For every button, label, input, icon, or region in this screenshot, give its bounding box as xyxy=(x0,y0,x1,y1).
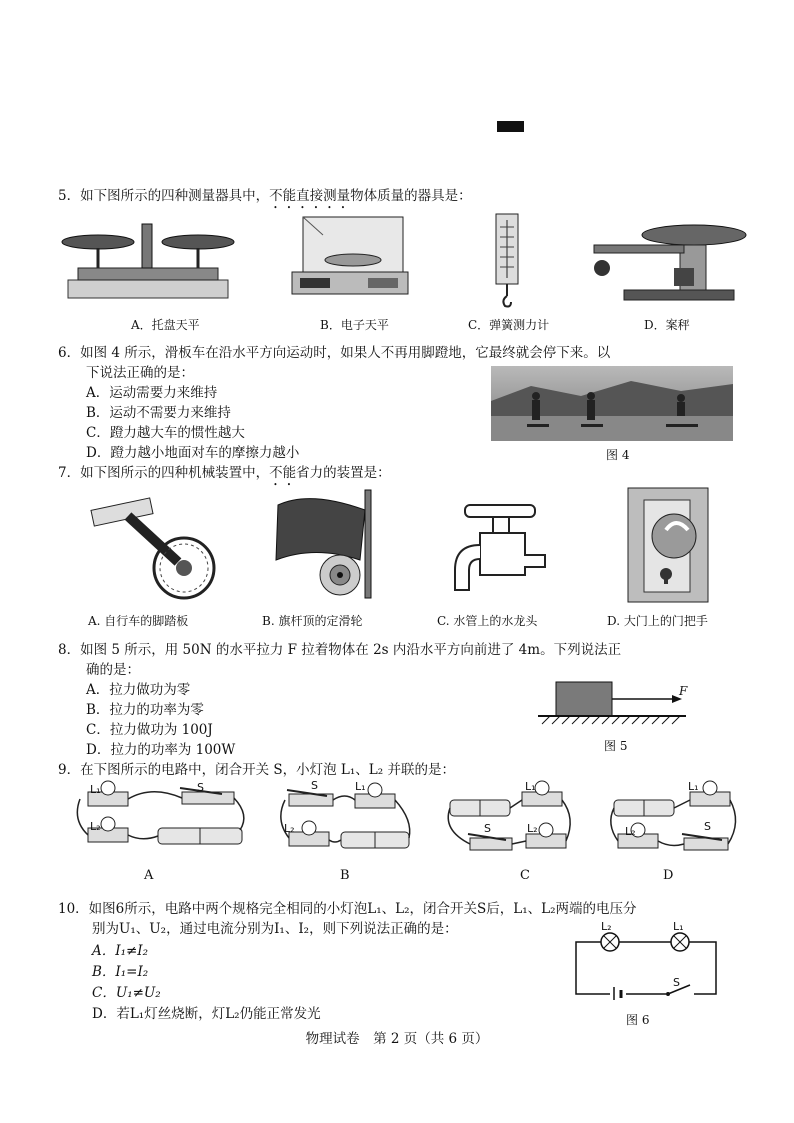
tray-balance-image xyxy=(58,220,238,310)
water-faucet-image xyxy=(445,495,555,600)
door-knob-image xyxy=(626,486,710,604)
circuit-c-image xyxy=(440,778,580,858)
q6-option-a: A．运动需要力来维持 xyxy=(86,385,218,401)
q6-option-c: C．蹬力越大车的惯性越大 xyxy=(86,425,245,441)
question-6-stem-line1: 6．如图 4 所示，滑板车在沿水平方向运动时，如果人不再用脚蹬地，它最终就会停下来。以 xyxy=(58,345,611,361)
circuit-c-l2-label: L₂ xyxy=(527,822,538,835)
q6-option-b: B．运动不需要力来维持 xyxy=(86,405,231,421)
q5-option-a: A．托盘天平 xyxy=(131,318,200,332)
page-footer: 物理试卷 第 2 页（共 6 页） xyxy=(305,1031,489,1047)
force-f-label: F xyxy=(679,684,688,698)
q5-stem-emphasis: 不能直接测量 xyxy=(269,188,351,204)
q10-option-a: A．I₁≠I₂ xyxy=(92,943,149,959)
spring-scale-image xyxy=(488,212,528,312)
q8-option-a: A．拉力做功为零 xyxy=(86,682,191,698)
question-9-stem: 9．在下图所示的电路中，闭合开关 S，小灯泡 L₁、L₂ 并联的是： xyxy=(58,762,455,778)
q8-option-b: B．拉力的功率为零 xyxy=(86,702,204,718)
figure-6-caption: 图 6 xyxy=(626,1013,650,1027)
circuit-b-s-label: S xyxy=(311,779,318,792)
q7-stem-start: 7．如下图所示的四种机械装置中， xyxy=(58,465,270,481)
circuit-a-l2-label: L₂ xyxy=(90,820,101,833)
q7-option-d: D. 大门上的门把手 xyxy=(607,614,708,628)
circuit-d-s-label: S xyxy=(704,820,711,833)
fig6-l2-label: L₂ xyxy=(601,920,612,933)
figure-4-caption: 图 4 xyxy=(606,448,630,462)
circuit-d-image xyxy=(604,778,744,858)
question-8-stem-line1: 8．如图 5 所示，用 50N 的水平拉力 F 拉着物体在 2s 内沿水平方向前进了 4m。下列说法正 xyxy=(58,642,622,658)
circuit-c-option-label: C xyxy=(520,868,530,883)
bicycle-pedal-image xyxy=(88,490,228,600)
q7-option-b: B. 旗杆顶的定滑轮 xyxy=(262,614,363,628)
question-5-stem xyxy=(58,184,472,212)
circuit-b-option-label: B xyxy=(340,868,350,883)
flagpole-pulley-image xyxy=(270,485,380,600)
circuit-b-l2-label: L₂ xyxy=(284,822,295,835)
q5-option-b: B．电子天平 xyxy=(320,318,389,332)
circuit-d-l2-label: L₂ xyxy=(625,825,636,838)
q10-option-c: C．U₁≠U₂ xyxy=(92,985,161,1001)
q10-option-b: B．I₁=I₂ xyxy=(92,964,149,980)
platform-scale-image xyxy=(584,220,749,310)
circuit-a-s-label: S xyxy=(197,781,204,794)
circuit-b-image xyxy=(275,780,415,855)
q10-option-d: D．若L₁灯丝烧断，灯L₂仍能正常发光 xyxy=(92,1006,321,1022)
q5-option-c: C．弹簧测力计 xyxy=(468,318,550,332)
fig6-s-label: S xyxy=(673,976,680,989)
circuit-c-l1-label: L₁ xyxy=(525,780,536,793)
q5-stem-start: 5．如下图所示的四种测量器具中， xyxy=(58,188,270,204)
circuit-c-s-label: S xyxy=(484,822,491,835)
electronic-balance-image xyxy=(288,215,413,305)
question-10-stem-line1: 10．如图6所示，电路中两个规格完全相同的小灯泡L₁、L₂，闭合开关S后，L₁、L₂两端的电压分 xyxy=(58,901,637,917)
fig6-l1-label: L₁ xyxy=(673,920,684,933)
q7-option-a: A. 自行车的脚踏板 xyxy=(88,614,189,628)
q7-stem-end: 省力的装置是： xyxy=(296,465,391,481)
circuit-b-l1-label: L₁ xyxy=(355,780,366,793)
q7-stem-emphasis: 不能 xyxy=(269,465,297,481)
question-6-stem-line2: 下说法正确的是： xyxy=(86,365,194,381)
q5-stem-end: 物体质量的器具是： xyxy=(350,188,472,204)
q8-option-c: C．拉力做功为 100J xyxy=(86,722,213,738)
figure-5-caption: 图 5 xyxy=(604,739,628,753)
question-8-stem-line2: 确的是： xyxy=(86,662,140,678)
block-force-figure-5 xyxy=(536,678,696,726)
circuit-figure-6 xyxy=(572,930,722,1000)
circuit-d-option-label: D xyxy=(663,868,674,883)
q7-option-c: C. 水管上的水龙头 xyxy=(437,614,538,628)
circuit-d-l1-label: L₁ xyxy=(688,780,699,793)
question-10-stem-line2: 别为U₁、U₂，通过电流分别为I₁、I₂，则下列说法正确的是： xyxy=(92,921,458,937)
q8-option-d: D．拉力的功率为 100W xyxy=(86,742,236,758)
q6-option-d: D．蹬力越小地面对车的摩擦力越小 xyxy=(86,445,300,461)
q5-option-d: D．案秤 xyxy=(644,318,690,332)
circuit-a-option-label: A xyxy=(144,868,154,883)
top-black-mark xyxy=(497,121,524,132)
scooter-photo-figure-4 xyxy=(491,366,733,441)
circuit-a-l1-label: L₁ xyxy=(90,783,101,796)
